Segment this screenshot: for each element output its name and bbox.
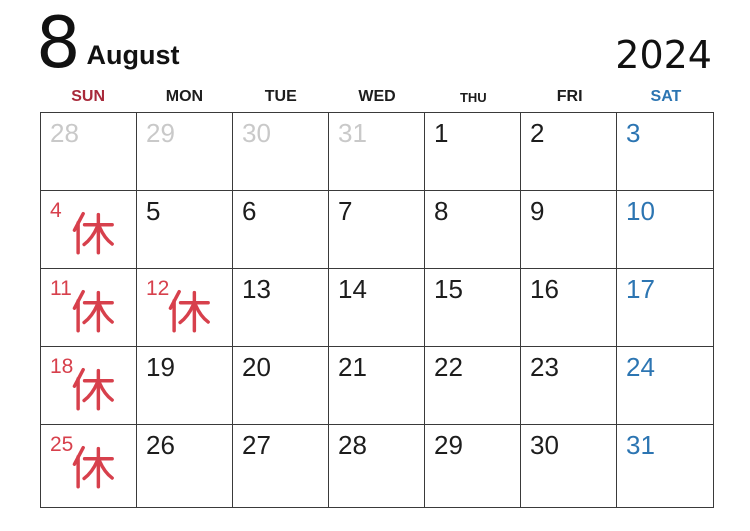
- day-cell-25: [41, 425, 137, 507]
- day-number: 3: [626, 118, 641, 148]
- day-number: 28: [50, 118, 79, 148]
- day-cell-21: [329, 347, 425, 425]
- day-number: 29: [146, 118, 175, 148]
- year-label: 2024: [615, 33, 712, 77]
- day-number: 20: [242, 352, 271, 382]
- day-number: 12: [146, 277, 170, 300]
- day-number: 16: [530, 274, 559, 304]
- day-cell-17: [617, 269, 713, 347]
- weekday-header-wed: WED: [358, 88, 396, 105]
- day-number: 19: [146, 352, 175, 382]
- holiday-kanji-icon: [164, 288, 210, 334]
- day-number: 22: [434, 352, 463, 382]
- weekday-header-row: [40, 85, 714, 109]
- day-cell-11: [41, 269, 137, 347]
- day-cell-23: [521, 347, 617, 425]
- day-cell-26: [137, 425, 233, 507]
- holiday-kanji-icon: [68, 210, 114, 256]
- day-number: 13: [242, 274, 271, 304]
- day-cell-13: [233, 269, 329, 347]
- weekday-header-thu: THU: [459, 89, 487, 105]
- day-number: 24: [626, 352, 655, 382]
- month-name: August: [86, 40, 180, 70]
- day-cell-19: [137, 347, 233, 425]
- weekday-header-mon: MON: [165, 88, 204, 105]
- holiday-kanji-icon: [68, 366, 114, 412]
- day-cell-6: [233, 191, 329, 269]
- day-number: 30: [242, 118, 271, 148]
- day-number: 11: [50, 277, 72, 300]
- weekday-header-fri: FRI: [556, 88, 583, 105]
- day-number: 10: [626, 196, 655, 226]
- holiday-kanji-icon: [68, 444, 114, 490]
- day-number: 8: [434, 196, 449, 226]
- day-cell-12: [137, 269, 233, 347]
- day-cell-prev-29: [137, 113, 233, 191]
- day-cell-27: [233, 425, 329, 507]
- day-cell-31: [617, 425, 713, 507]
- day-number: 7: [338, 196, 353, 226]
- day-number: 1: [434, 118, 449, 148]
- holiday-kanji-icon: [68, 288, 114, 334]
- day-number: 27: [242, 430, 271, 460]
- weekday-header-tue: TUE: [264, 88, 297, 105]
- weekday-header-sun: SUN: [71, 88, 106, 105]
- day-number: 9: [530, 196, 545, 226]
- day-cell-prev-28: [41, 113, 137, 191]
- day-cell-14: [329, 269, 425, 347]
- day-number: 31: [338, 118, 367, 148]
- day-cell-20: [233, 347, 329, 425]
- day-number: 18: [50, 355, 74, 378]
- day-number: 26: [146, 430, 175, 460]
- day-cell-8: [425, 191, 521, 269]
- day-cell-18: [41, 347, 137, 425]
- day-number: 6: [242, 196, 257, 226]
- day-number: 2: [530, 118, 545, 148]
- day-cell-9: [521, 191, 617, 269]
- day-cell-16: [521, 269, 617, 347]
- day-cell-2: [521, 113, 617, 191]
- day-number: 28: [338, 430, 367, 460]
- day-cell-29: [425, 425, 521, 507]
- day-number: 14: [338, 274, 367, 304]
- day-number: 23: [530, 352, 559, 382]
- day-cell-24: [617, 347, 713, 425]
- day-cell-30: [521, 425, 617, 507]
- day-number: 30: [530, 430, 559, 460]
- day-cell-3: [617, 113, 713, 191]
- day-cell-15: [425, 269, 521, 347]
- day-cell-1: [425, 113, 521, 191]
- day-number: 5: [146, 196, 161, 226]
- day-number: 15: [434, 274, 463, 304]
- weekday-header-sat: SAT: [650, 88, 682, 105]
- day-number: 21: [338, 352, 367, 382]
- day-cell-prev-30: [233, 113, 329, 191]
- day-number: 29: [434, 430, 463, 460]
- day-number: 4: [50, 199, 62, 222]
- calendar-grid: [40, 112, 714, 508]
- day-cell-28: [329, 425, 425, 507]
- day-cell-22: [425, 347, 521, 425]
- day-cell-7: [329, 191, 425, 269]
- day-number: 25: [50, 433, 74, 456]
- day-cell-4: [41, 191, 137, 269]
- day-cell-prev-31: [329, 113, 425, 191]
- day-cell-5: [137, 191, 233, 269]
- day-number: 31: [626, 430, 655, 460]
- day-number: 17: [626, 274, 655, 304]
- day-cell-10: [617, 191, 713, 269]
- month-title: [36, 2, 180, 84]
- month-number: 8: [36, 2, 80, 84]
